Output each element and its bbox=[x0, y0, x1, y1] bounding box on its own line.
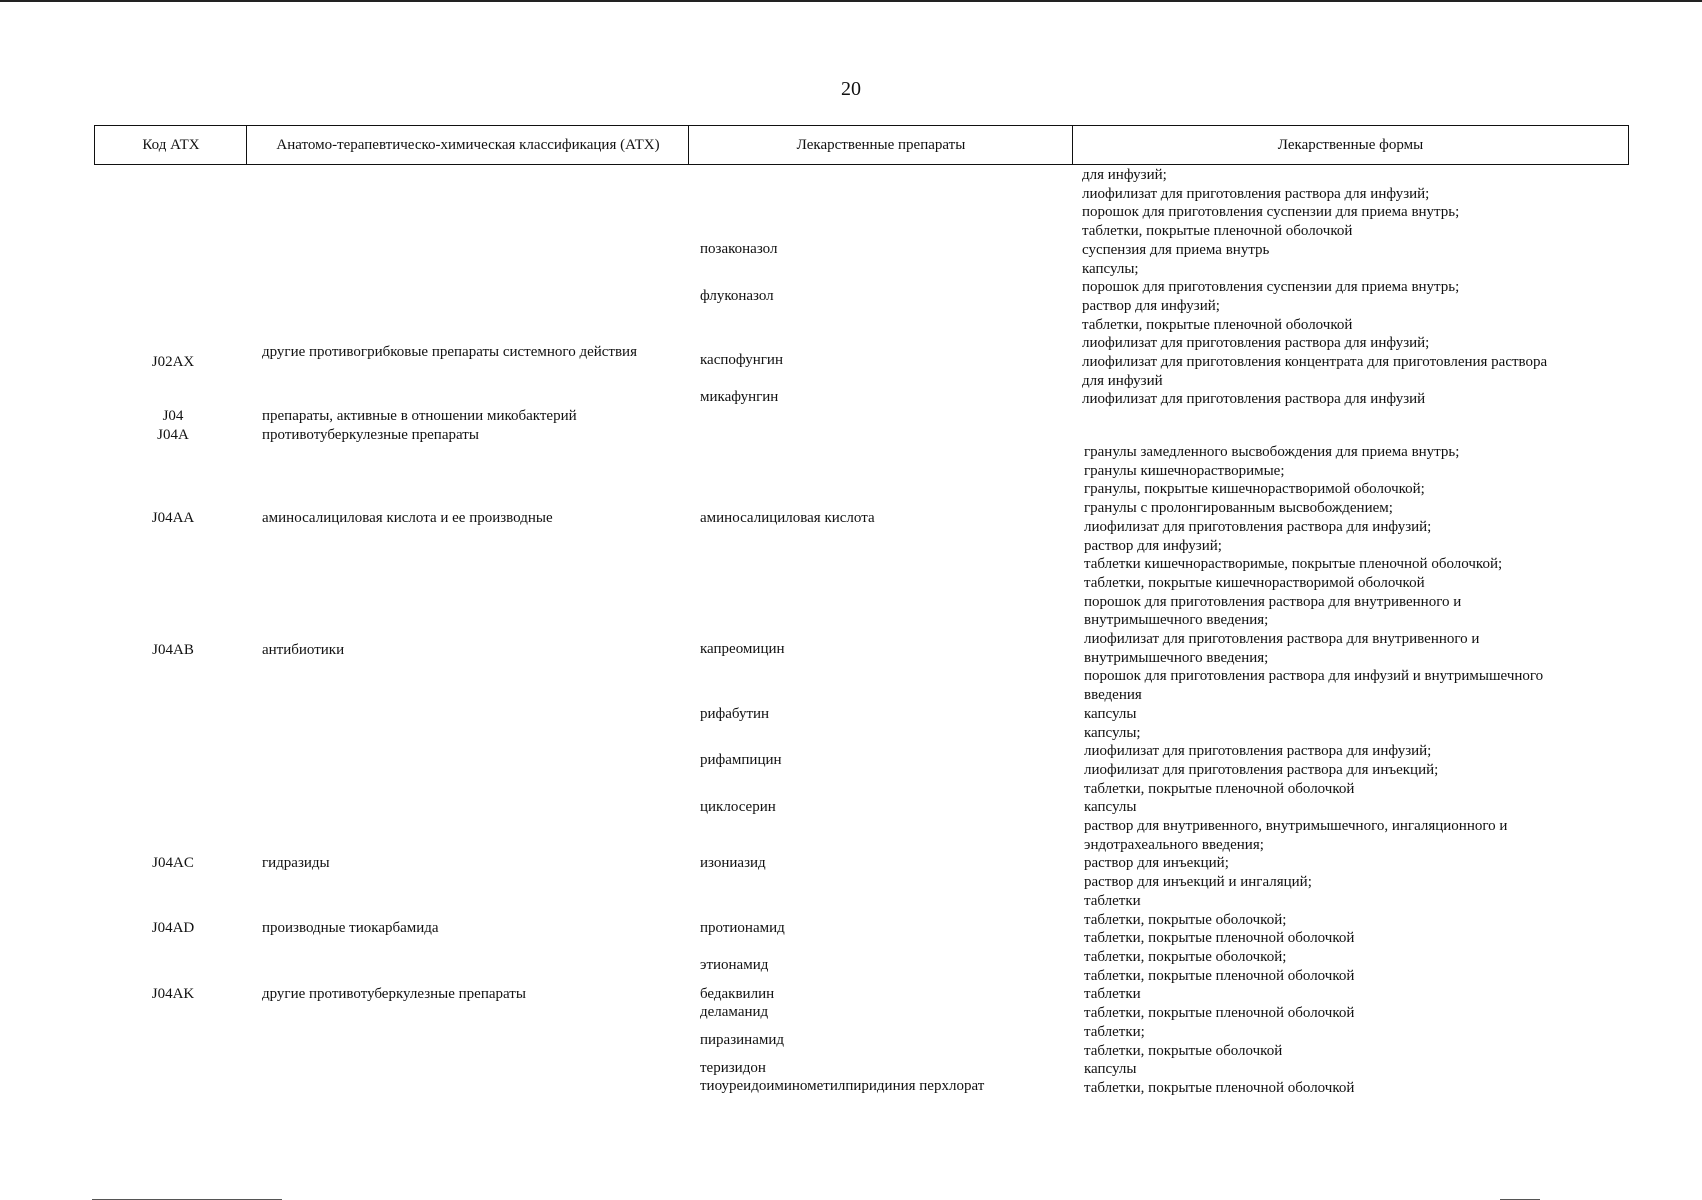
dosage-form-line: таблетки, покрытые пленочной оболочкой bbox=[1084, 1079, 1355, 1096]
atc-code: J04AK bbox=[151, 986, 195, 1002]
drug-name: пиразинамид bbox=[700, 1032, 785, 1048]
dosage-form-line: таблетки, покрытые пленочной оболочкой bbox=[1082, 223, 1353, 240]
dosage-form-line: капсулы bbox=[1084, 1061, 1137, 1078]
dosage-form-line: порошок для приготовления раствора для инфузий и внутримышечного bbox=[1084, 668, 1544, 685]
dosage-form-line: лиофилизат для приготовления раствора для внутривенного и bbox=[1084, 631, 1480, 648]
dosage-form-line: лиофилизат для приготовления раствора для инфузий; bbox=[1082, 335, 1430, 352]
dosage-form-line: таблетки, покрытые пленочной оболочкой bbox=[1082, 316, 1353, 333]
atc-classification: другие противогрибковые препараты системного действия bbox=[262, 344, 637, 360]
dosage-form-line: раствор для инъекций и ингаляций; bbox=[1084, 874, 1312, 891]
atc-classification: производные тиокарбамида bbox=[262, 920, 439, 936]
atc-code: J04 bbox=[162, 408, 184, 424]
header-code: Код АТХ bbox=[94, 125, 248, 165]
dosage-form-line: таблетки bbox=[1084, 892, 1141, 909]
atc-code: J02AX bbox=[151, 354, 195, 370]
atc-code: J04AC bbox=[152, 855, 194, 871]
page-top-edge bbox=[0, 0, 1702, 2]
atc-classification: другие противотуберкулезные препараты bbox=[262, 986, 526, 1002]
dosage-form-line: гранулы, покрытые кишечнорастворимой оболочкой; bbox=[1084, 481, 1425, 498]
dosage-form-line: капсулы bbox=[1084, 705, 1137, 722]
atc-classification: гидразиды bbox=[262, 855, 330, 871]
dosage-form-line: капсулы bbox=[1084, 799, 1137, 816]
drug-name: изониазид bbox=[700, 855, 766, 871]
drug-name: капреомицин bbox=[700, 641, 785, 657]
dosage-form-line: для инфузий bbox=[1082, 372, 1163, 389]
dosage-form-line: раствор для инфузий; bbox=[1082, 297, 1220, 314]
dosage-form-line: раствор для внутривенного, внутримышечного, ингаляционного и bbox=[1084, 818, 1508, 835]
atc-classification: препараты, активные в отношении микобактерий bbox=[262, 408, 577, 424]
dosage-form-line: таблетки, покрытые кишечнорастворимой оболочкой bbox=[1084, 574, 1425, 591]
dosage-form-line: лиофилизат для приготовления раствора для инфузий; bbox=[1082, 185, 1430, 202]
dosage-form-line: таблетки, покрытые пленочной оболочкой bbox=[1084, 930, 1355, 947]
dosage-form-line: таблетки; bbox=[1084, 1023, 1145, 1040]
drug-name: протионамид bbox=[700, 920, 785, 936]
dosage-form-line: гранулы кишечнорастворимые; bbox=[1084, 462, 1285, 479]
atc-classification: аминосалициловая кислота и ее производные bbox=[262, 510, 553, 526]
dosage-form-line: лиофилизат для приготовления раствора для инфузий bbox=[1082, 391, 1426, 408]
dosage-form-line: суспензия для приема внутрь bbox=[1082, 241, 1270, 258]
dosage-form-line: таблетки кишечнорастворимые, покрытые пленочной оболочкой; bbox=[1084, 556, 1503, 573]
drug-name: микафунгин bbox=[700, 389, 779, 405]
dosage-form-line: таблетки, покрытые пленочной оболочкой bbox=[1084, 967, 1355, 984]
page-number: 20 bbox=[841, 78, 861, 100]
dosage-forms bbox=[1084, 443, 1543, 1098]
dosage-form-line: таблетки, покрытые пленочной оболочкой bbox=[1084, 1005, 1355, 1022]
dosage-form-line: эндотрахеального введения; bbox=[1084, 836, 1264, 853]
header-classification: Анатомо-терапевтическо-химическая классификация (АТХ) bbox=[246, 125, 690, 165]
drug-name: рифампицин bbox=[700, 752, 782, 768]
dosage-form-line: раствор для инфузий; bbox=[1084, 537, 1222, 554]
dosage-form-line: лиофилизат для приготовления раствора для инъекций; bbox=[1084, 761, 1439, 778]
drug-name: циклосерин bbox=[700, 799, 776, 815]
atc-code: J04A bbox=[157, 427, 189, 443]
drug-name: бедаквилин bbox=[700, 986, 775, 1002]
dosage-form-line: внутримышечного введения; bbox=[1084, 649, 1269, 666]
dosage-form-line: таблетки bbox=[1084, 986, 1141, 1003]
atc-code: J04AD bbox=[151, 920, 195, 936]
drug-name: теризидон bbox=[700, 1060, 766, 1076]
drug-name: аминосалициловая кислота bbox=[700, 510, 875, 526]
atc-code: J04AB bbox=[152, 642, 194, 658]
header-forms: Лекарственные формы bbox=[1072, 125, 1629, 165]
atc-code: J04AA bbox=[151, 510, 195, 526]
atc-classification: противотуберкулезные препараты bbox=[262, 427, 479, 443]
atc-classification: антибиотики bbox=[262, 642, 345, 658]
dosage-form-line: лиофилизат для приготовления раствора для инфузий; bbox=[1084, 518, 1432, 535]
drug-name: этионамид bbox=[700, 957, 769, 973]
dosage-form-line: таблетки, покрытые оболочкой; bbox=[1084, 911, 1287, 928]
drug-name: флуконазол bbox=[700, 288, 774, 304]
dosage-form-line: лиофилизат для приготовления концентрата для приготовления раствора bbox=[1082, 354, 1548, 371]
drug-name: рифабутин bbox=[700, 706, 770, 722]
dosage-form-line: капсулы; bbox=[1082, 260, 1139, 277]
drug-name: позаконазол bbox=[700, 241, 778, 257]
drug-name: деламанид bbox=[700, 1004, 769, 1020]
dosage-form-line: раствор для инъекций; bbox=[1084, 855, 1229, 872]
header-drugs: Лекарственные препараты bbox=[688, 125, 1074, 165]
dosage-form-line: таблетки, покрытые пленочной оболочкой bbox=[1084, 780, 1355, 797]
dosage-form-line: гранулы замедленного высвобождения для приема внутрь; bbox=[1084, 444, 1460, 460]
dosage-form-line: гранулы с пролонгированным высвобождением; bbox=[1084, 500, 1393, 517]
dosage-form-line: порошок для приготовления суспензии для приема внутрь; bbox=[1082, 204, 1460, 221]
dosage-form-line: таблетки, покрытые оболочкой; bbox=[1084, 948, 1287, 965]
dosage-form-line: порошок для приготовления раствора для внутривенного и bbox=[1084, 593, 1462, 610]
dosage-form-line: лиофилизат для приготовления раствора для инфузий; bbox=[1084, 743, 1432, 760]
dosage-form-line: капсулы; bbox=[1084, 724, 1141, 741]
dosage-form-line: введения bbox=[1084, 687, 1142, 704]
dosage-forms bbox=[1082, 166, 1547, 409]
dosage-form-line: для инфузий; bbox=[1082, 167, 1167, 183]
drug-name: каспофунгин bbox=[700, 352, 783, 368]
drug-name: тиоуреидоиминометилпиридиния перхлорат bbox=[700, 1078, 985, 1094]
dosage-form-line: таблетки, покрытые оболочкой bbox=[1084, 1042, 1283, 1059]
dosage-form-line: внутримышечного введения; bbox=[1084, 612, 1269, 629]
dosage-form-line: порошок для приготовления суспензии для приема внутрь; bbox=[1082, 279, 1460, 296]
